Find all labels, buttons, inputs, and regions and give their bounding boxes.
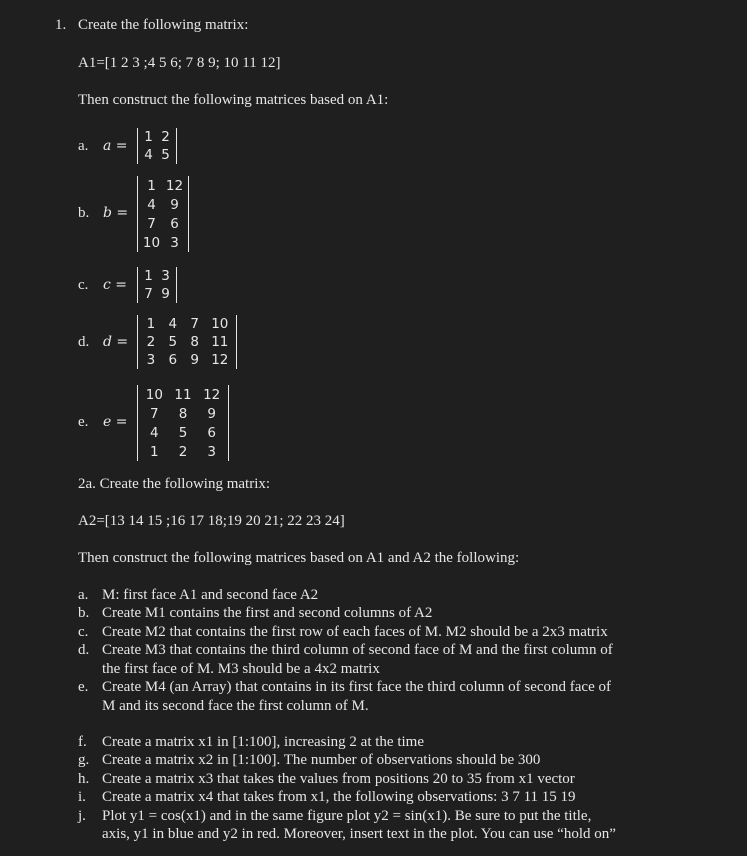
- matrix-cell: 9: [161, 286, 170, 302]
- list-item: [78, 587, 318, 604]
- matrix-d-var: d =: [103, 334, 129, 350]
- matrix-c-var: c =: [103, 277, 128, 293]
- list-marker: g.: [78, 752, 90, 768]
- matrix-e-var: e =: [103, 414, 128, 430]
- list-item: [78, 624, 608, 641]
- list-item: [78, 605, 432, 622]
- matrix-cell: 4: [168, 316, 178, 332]
- list-text: axis, y1 in blue and y2 in red. Moreover, insert text in the plot. You can use “hold on”: [102, 826, 616, 842]
- a2-values: =[13 14 15 ;16 17 18;19 20 21; 22 23 24]: [96, 513, 345, 529]
- list-item-continuation: [78, 698, 369, 715]
- list-marker: j.: [78, 808, 86, 824]
- matrix-d: [137, 315, 237, 369]
- list-text: Create M3 that contains the third column of second face of M and the first column of: [102, 642, 613, 658]
- matrix-cell: 5: [161, 147, 170, 163]
- item-d-marker: d.: [78, 334, 90, 350]
- matrix-cell: 5: [178, 424, 188, 441]
- item-c-marker: c.: [78, 277, 89, 293]
- list-marker: e.: [78, 679, 89, 695]
- item-a-marker: a.: [78, 138, 89, 154]
- list-text: the first face of M. M3 should be a 4x2 matrix: [102, 661, 380, 677]
- matrix-cell: 12: [165, 177, 184, 194]
- matrix-cell: 9: [190, 352, 199, 368]
- matrix-cell: 9: [207, 405, 216, 422]
- matrix-cell: 12: [203, 386, 221, 403]
- list-text: Create a matrix x4 that takes from x1, the following observations: 3 7 11 15 19: [102, 789, 576, 805]
- list-text: Create a matrix x3 that takes the values from positions 20 to 35 from x1 vector: [102, 771, 575, 787]
- matrix-cell: 1: [144, 268, 153, 284]
- matrix-cell: 1: [144, 129, 153, 145]
- question-1-title: Create the following matrix:: [78, 17, 249, 33]
- list-item: [78, 771, 575, 788]
- question-1-number: 1.: [55, 17, 67, 33]
- matrix-cell: 9: [170, 196, 179, 213]
- list-item: [78, 789, 576, 806]
- list-text: Create M1 contains the first and second columns of A2: [102, 605, 433, 621]
- list-text: M and its second face the first column of M.: [102, 698, 369, 714]
- list-text: Create a matrix x1 in [1:100], increasing 2 at the time: [102, 734, 424, 750]
- list-item: [78, 679, 611, 696]
- list-marker: h.: [78, 771, 90, 787]
- matrix-cell: 8: [190, 334, 199, 350]
- list-text: M: first face A1 and second face A2: [102, 587, 319, 603]
- matrix-cell: 1: [147, 177, 156, 194]
- a2-name: A2: [78, 513, 97, 529]
- list-marker: d.: [78, 642, 90, 658]
- matrix-cell: 6: [207, 424, 216, 441]
- matrix-cell: 8: [178, 405, 188, 422]
- matrix-e: [137, 385, 229, 461]
- list-text: Create M2 that contains the first row of each faces of M. M2 should be a 2x3 matrix: [102, 624, 608, 640]
- matrix-cell: 10: [145, 386, 163, 403]
- a1-name: A1: [78, 55, 97, 71]
- list-marker: i.: [78, 789, 86, 805]
- matrix-cell: 1: [150, 443, 159, 460]
- matrix-b: [137, 176, 189, 252]
- list-marker: f.: [78, 734, 87, 750]
- matrix-cell: 7: [190, 316, 199, 332]
- matrix-cell: 4: [147, 196, 156, 213]
- a1-values: =[1 2 3 ;4 5 6; 7 8 9; 10 11 12]: [96, 55, 281, 71]
- list-item: [78, 752, 540, 769]
- list-item-continuation: [78, 826, 616, 843]
- item-b-marker: b.: [78, 205, 90, 221]
- a1-definition: [78, 55, 281, 72]
- matrix-cell: 7: [150, 405, 159, 422]
- list-marker: b.: [78, 605, 90, 621]
- matrix-cell: 10: [211, 316, 229, 332]
- matrix-cell: 5: [168, 334, 178, 350]
- list-text: Plot y1 = cos(x1) and in the same figure plot y2 = sin(x1). Be sure to put the title,: [102, 808, 592, 824]
- matrix-cell: 1: [146, 316, 156, 332]
- list-item: [78, 642, 613, 659]
- matrix-c: [137, 267, 177, 303]
- matrix-cell: 3: [146, 352, 156, 368]
- list-item: [78, 734, 424, 751]
- q2a-intro: Then construct the following matrices based on A1 and A2 the following:: [78, 550, 520, 566]
- matrix-cell: 10: [142, 234, 161, 251]
- list-marker: a.: [78, 587, 89, 603]
- q1-intro: Then construct the following matrices based on A1:: [78, 92, 389, 108]
- matrix-cell: 2: [146, 334, 156, 350]
- matrix-cell: 3: [207, 443, 216, 460]
- matrix-cell: 11: [211, 334, 229, 350]
- matrix-cell: 2: [178, 443, 188, 460]
- matrix-cell: 4: [144, 147, 153, 163]
- matrix-cell: 4: [150, 424, 159, 441]
- item-e-marker: e.: [78, 414, 89, 430]
- matrix-cell: 3: [170, 234, 179, 251]
- matrix-cell: 11: [174, 386, 192, 403]
- matrix-cell: 7: [144, 286, 153, 302]
- matrix-cell: 2: [161, 129, 170, 145]
- matrix-cell: 6: [170, 215, 179, 232]
- a2-definition: [78, 513, 345, 530]
- list-marker: c.: [78, 624, 89, 640]
- list-item-continuation: [78, 661, 380, 678]
- matrix-cell: 3: [161, 268, 170, 284]
- matrix-cell: 6: [168, 352, 178, 368]
- matrix-b-var: b =: [103, 205, 129, 221]
- list-item: [78, 808, 591, 825]
- list-text: Create M4 (an Array) that contains in its first face the third column of second face of: [102, 679, 611, 695]
- matrix-a: [137, 128, 177, 164]
- matrix-cell: 12: [211, 352, 229, 368]
- matrix-a-var: a =: [103, 138, 128, 154]
- question-2a-title: 2a. Create the following matrix:: [78, 476, 271, 492]
- list-text: Create a matrix x2 in [1:100]. The number of observations should be 300: [102, 752, 541, 768]
- matrix-cell: 7: [147, 215, 156, 232]
